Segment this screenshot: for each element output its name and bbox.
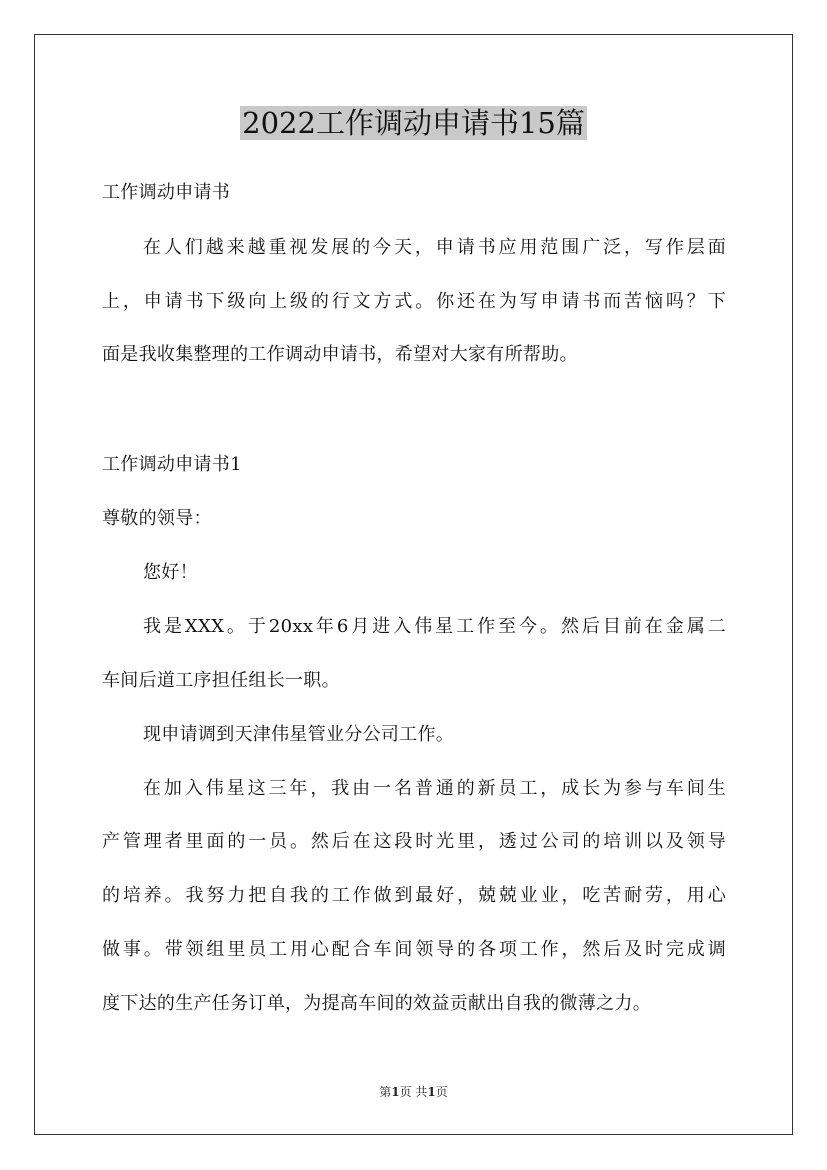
footer-suffix: 页 xyxy=(435,1085,448,1099)
paragraph3-line-2: 产管理者里面的一员。然后在这段时光里，透过公司的培训以及领导 xyxy=(102,831,726,852)
footer-page-total: 1 xyxy=(427,1085,436,1099)
salutation: 尊敬的领导： xyxy=(102,508,212,529)
intro-line-1: 在人们越来越重视发展的今天，申请书应用范围广泛，写作层面 xyxy=(143,237,726,258)
letter-heading: 工作调动申请书1 xyxy=(102,454,242,475)
paragraph3-line-5: 度下达的生产任务订单，为提高车间的效益贡献出自我的微薄之力。 xyxy=(102,993,651,1014)
intro-line-3: 面是我收集整理的工作调动申请书，希望对大家有所帮助。 xyxy=(102,344,578,365)
footer-page-number: 1 xyxy=(391,1085,400,1099)
paragraph1-line-2: 车间后道工序担任组长一职。 xyxy=(102,670,340,691)
footer-middle: 页 共 xyxy=(399,1085,428,1099)
paragraph2: 现申请调到天津伟星管业分公司工作。 xyxy=(143,724,455,745)
paragraph3-line-1: 在加入伟星这三年，我由一名普通的新员工，成长为参与车间生 xyxy=(143,778,726,799)
page-footer xyxy=(0,1083,827,1101)
paragraph3-line-4: 做事。带领组里员工用心配合车间领导的各项工作，然后及时完成调 xyxy=(102,939,726,960)
section-heading: 工作调动申请书 xyxy=(102,182,231,203)
intro-line-2: 上，申请书下级向上级的行文方式。你还在为写申请书而苦恼吗？下 xyxy=(102,291,726,312)
paragraph3-line-3: 的培养。我努力把自我的工作做到最好，兢兢业业，吃苦耐劳，用心 xyxy=(102,885,726,906)
paragraph1-line-1: 我是XXX。于20xx年6月进入伟星工作至今。然后目前在金属二 xyxy=(143,616,726,637)
greeting: 您好！ xyxy=(143,562,198,583)
footer-prefix: 第 xyxy=(379,1085,392,1099)
document-title: 2022工作调动申请书15篇 xyxy=(242,106,585,140)
